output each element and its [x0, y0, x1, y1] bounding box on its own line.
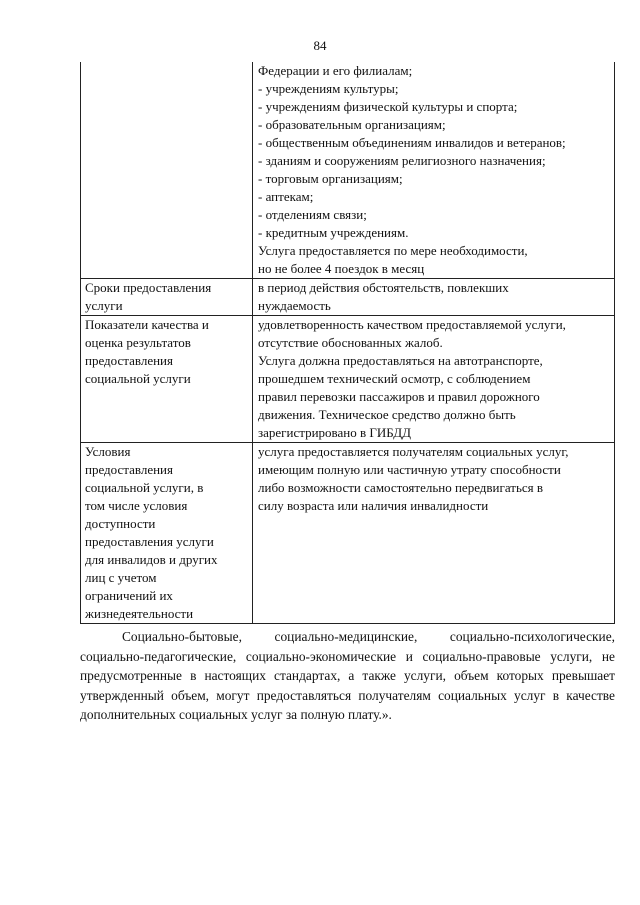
description-line: прошедшем технический осмотр, с соблюдением	[258, 371, 531, 386]
parameter-line: Условия	[85, 444, 131, 459]
parameter-line: предоставления	[85, 353, 173, 368]
table-row	[81, 62, 615, 279]
parameter-line: Показатели качества и	[85, 317, 209, 332]
description-line: отсутствие обоснованных жалоб.	[258, 335, 443, 350]
description-line: нуждаемость	[258, 298, 331, 313]
parameter-cell	[81, 62, 253, 279]
description-cell	[253, 62, 615, 279]
description-line: Услуга должна предоставляться на автотранспорте,	[258, 353, 543, 368]
parameter-line: лиц с учетом	[85, 570, 157, 585]
parameter-line: доступности	[85, 516, 156, 531]
description-line: зарегистрировано в ГИБДД	[258, 425, 411, 440]
description-line: в период действия обстоятельств, повлекших	[258, 280, 509, 295]
description-line: - кредитным учреждениям.	[258, 225, 409, 240]
description-line: - зданиям и сооружениям религиозного назначения;	[258, 153, 546, 168]
table-row	[81, 443, 615, 624]
description-line: силу возраста или наличия инвалидности	[258, 498, 489, 513]
parameter-line: услуги	[85, 298, 123, 313]
parameter-line: для инвалидов и других	[85, 552, 218, 567]
parameter-line: ограничений их	[85, 588, 173, 603]
description-line: но не более 4 поездок в месяц	[258, 261, 425, 276]
parameter-cell	[81, 279, 253, 316]
description-line: движения. Техническое средство должно быть	[258, 407, 516, 422]
description-line: - учреждениям физической культуры и спорта;	[258, 99, 518, 114]
description-line: - аптекам;	[258, 189, 314, 204]
description-line: имеющим полную или частичную утрату способности	[258, 462, 561, 477]
closing-paragraph-text: Социально-бытовые, социально-медицинские, социально-психологические, социально-педагогические, социально-экономические и социально-правовые услуги, не предусмотренные в настоящих стандартах, а также услуги, объем которых превышает утвержденный объем, могут предоставляться получателям социальных услуг в качестве дополнительных социальных услуг за полную плату.».	[80, 629, 615, 722]
parameter-cell	[81, 316, 253, 443]
description-line: - торговым организациям;	[258, 171, 403, 186]
description-line: Услуга предоставляется по мере необходимости,	[258, 243, 528, 258]
description-line: Федерации и его филиалам;	[258, 63, 413, 78]
parameter-line: жизнедеятельности	[85, 606, 194, 621]
description-line: - образовательным организациям;	[258, 117, 446, 132]
parameter-line: предоставления услуги	[85, 534, 214, 549]
description-cell	[253, 443, 615, 624]
description-line: - учреждениям культуры;	[258, 81, 399, 96]
parameter-cell	[81, 443, 253, 624]
description-cell	[253, 316, 615, 443]
parameter-line: социальной услуги	[85, 371, 191, 386]
description-line: - отделениям связи;	[258, 207, 367, 222]
description-line: либо возможности самостоятельно передвигаться в	[258, 480, 544, 495]
parameter-line: Сроки предоставления	[85, 280, 212, 295]
table-row	[81, 279, 615, 316]
description-line: правил перевозки пассажиров и правил дорожного	[258, 389, 540, 404]
description-line: - общественным объединениям инвалидов и ветеранов;	[258, 135, 566, 150]
table-row	[81, 316, 615, 443]
description-line: удовлетворенность качеством предоставляемой услуги,	[258, 317, 566, 332]
page-number: 84	[313, 38, 327, 53]
services-table-body	[81, 62, 615, 624]
parameter-line: том числе условия	[85, 498, 188, 513]
parameter-line: оценка результатов	[85, 335, 191, 350]
parameter-line: социальной услуги, в	[85, 480, 204, 495]
description-cell	[253, 279, 615, 316]
closing-paragraph	[80, 627, 615, 725]
description-line: услуга предоставляется получателям социальных услуг,	[258, 444, 569, 459]
parameter-line: предоставления	[85, 462, 173, 477]
services-table	[80, 62, 615, 624]
